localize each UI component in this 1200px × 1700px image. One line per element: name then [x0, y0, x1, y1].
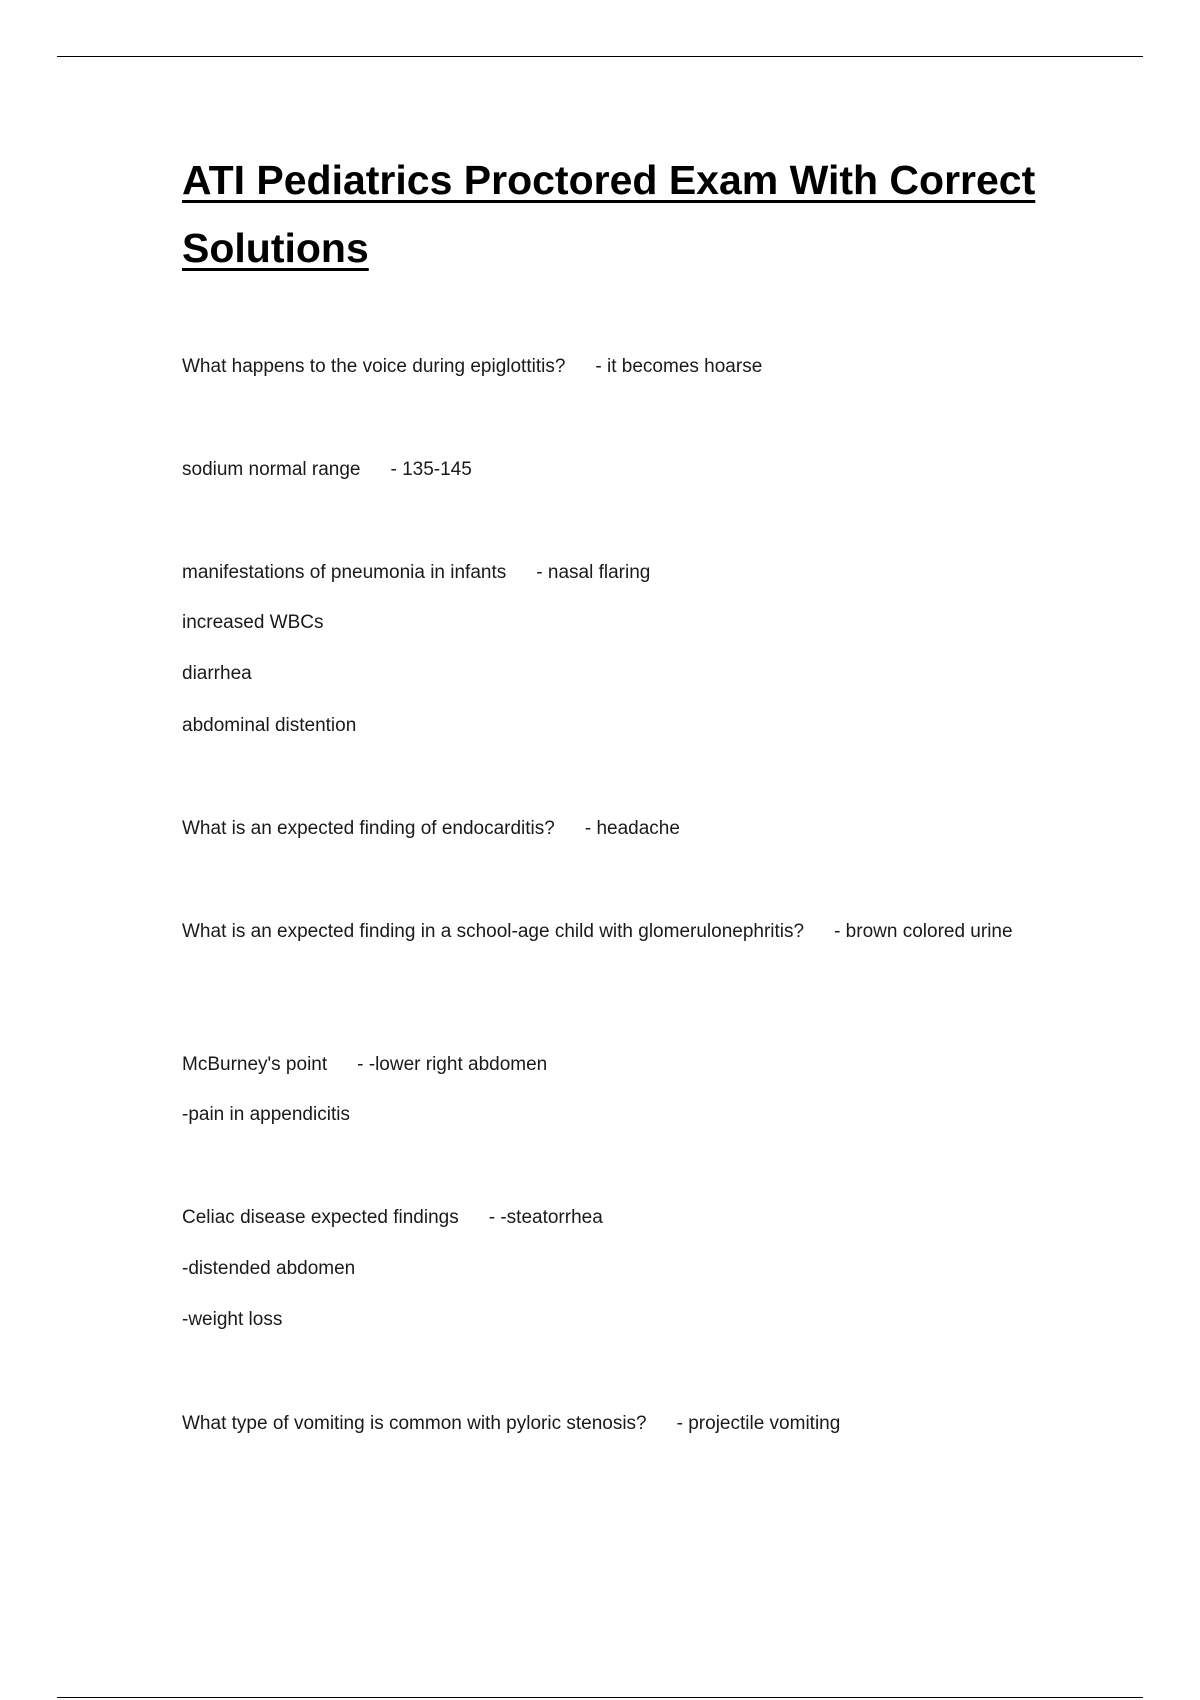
qa-line [182, 1050, 1062, 1080]
qa-item-mcburney [182, 1050, 1062, 1080]
answer-continuation [182, 1100, 1062, 1130]
question-text: sodium normal range [182, 459, 361, 480]
qa-item-sodium [182, 455, 1062, 485]
answer-line: -pain in appendicitis [182, 1104, 350, 1125]
qa-line [182, 558, 1062, 588]
answer-continuation [182, 1305, 1062, 1335]
qa-item-pyloric-stenosis [182, 1409, 1062, 1439]
answer-line: increased WBCs [182, 612, 324, 633]
qa-item-glomerulonephritis [182, 917, 1062, 947]
question-text: Celiac disease expected findings [182, 1207, 459, 1228]
answer-continuation [182, 608, 1062, 638]
answer-text: - -steatorrhea [488, 1207, 603, 1228]
qa-item-pneumonia [182, 558, 1062, 588]
qa-line [182, 814, 1062, 844]
answer-text: - projectile vomiting [676, 1413, 841, 1434]
question-text: What is an expected finding of endocarditis? [182, 818, 555, 839]
qa-line [182, 352, 1062, 382]
answer-text: - headache [584, 818, 680, 839]
qa-line [182, 917, 1032, 947]
answer-line: -weight loss [182, 1309, 283, 1330]
qa-item-endocarditis [182, 814, 1062, 844]
document-title [182, 146, 1062, 282]
question-text: What happens to the voice during epiglottitis? [182, 356, 566, 377]
answer-line: abdominal distention [182, 715, 357, 736]
question-text: manifestations of pneumonia in infants [182, 562, 507, 583]
qa-line [182, 1409, 1062, 1439]
answer-continuation [182, 1254, 1062, 1284]
qa-line [182, 1203, 1062, 1233]
answer-continuation [182, 711, 1062, 741]
question-text: McBurney's point [182, 1054, 328, 1075]
answer-text: - 135-145 [390, 459, 472, 480]
answer-text: - nasal flaring [536, 562, 651, 583]
qa-item-celiac [182, 1203, 1062, 1233]
answer-text: - -lower right abdomen [357, 1054, 548, 1075]
qa-item-epiglottitis [182, 352, 1062, 382]
header-rule [57, 56, 1143, 57]
question-text: What type of vomiting is common with pyloric stenosis? [182, 1413, 647, 1434]
question-text: What is an expected finding in a school-age child with glomerulonephritis? [182, 921, 805, 942]
footer-rule [57, 1697, 1143, 1698]
answer-text: - brown colored urine [834, 921, 1013, 942]
answer-line: -distended abdomen [182, 1258, 356, 1279]
answer-continuation [182, 659, 1062, 689]
qa-line [182, 455, 1062, 485]
answer-text: - it becomes hoarse [595, 356, 763, 377]
document-title-text: ATI Pediatrics Proctored Exam With Correct Solutions [182, 157, 1036, 271]
answer-line: diarrhea [182, 663, 252, 684]
